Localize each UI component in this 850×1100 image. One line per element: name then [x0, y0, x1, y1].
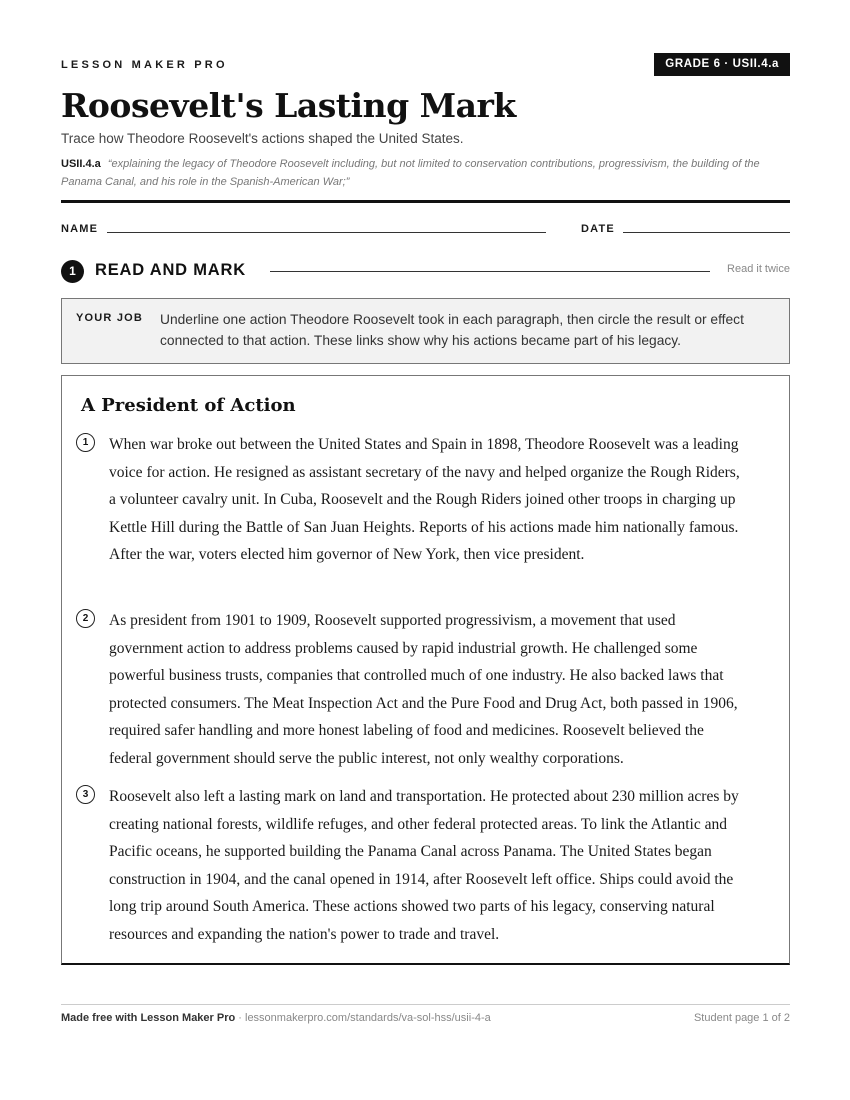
name-label: NAME — [61, 223, 99, 235]
header-divider — [61, 200, 790, 203]
brand-name: LESSON MAKER PRO — [61, 59, 228, 71]
footer-divider — [61, 1004, 790, 1005]
paragraph-text: Roosevelt also left a lasting mark on land and transportation. He protected about 230 million acres by creating national forests, wildlife refuges, and other federal protected areas. To link the Atlantic and Pacific oceans, he supported building the Panama Canal across Panama. The United States began construction in 1904, and the canal opened in 1914, after Roosevelt left office. Ships could avoid the long trip around South America. These actions showed two parts of his legacy, conserving natural resources and expanding the nation's power to trade and travel. — [109, 788, 739, 943]
paragraph-number: 3 — [76, 785, 95, 804]
instructions-box — [61, 298, 790, 364]
section-divider — [270, 271, 710, 272]
passage-title: A President of Action — [81, 395, 296, 416]
footer-credit — [61, 1012, 491, 1024]
standard-code: USII.4.a — [61, 158, 101, 170]
paragraph-text: When war broke out between the United States and Spain in 1898, Theodore Roosevelt was a leading voice for action. He resigned as assistant secretary of the navy and helped organize the Rough Riders, a volunteer cavalry unit. In Cuba, Roosevelt and the Rough Riders joined other troops in charging up Kettle Hill during the Battle of San Juan Heights. Reports of his actions made him nationally famous. After the war, voters elected him governor of New York, then vice president. — [109, 436, 740, 564]
paragraph-number: 1 — [76, 433, 95, 452]
standard-description — [61, 156, 790, 191]
page-title: Roosevelt's Lasting Mark — [61, 86, 516, 125]
grade-badge: GRADE 6 · USII.4.a — [654, 53, 790, 76]
reading-passage — [61, 375, 790, 965]
section-note: Read it twice — [727, 263, 790, 275]
paragraph-number: 2 — [76, 609, 95, 628]
name-field[interactable] — [107, 232, 546, 233]
standard-text: “explaining the legacy of Theodore Roosevelt including, but not limited to conservation contributions, progressivism, the building of the Panama Canal, and his role in the Spanish-American War;” — [61, 158, 760, 188]
page-indicator: Student page 1 of 2 — [693, 1012, 790, 1024]
footer-made-with: Made free with Lesson Maker Pro — [61, 1012, 236, 1024]
paragraph-text: As president from 1901 to 1909, Roosevelt supported progressivism, a movement that used government action to address problems caused by rapid industrial growth. He challenged some powerful business trusts, companies that controlled much of one industry. He also backed laws that protected consumers. The Meat Inspection Act and the Pure Food and Drug Act, both passed in 1906, required safer handling and more honest labeling of food and medicines. Roosevelt believed the federal government should serve the public interest, not only wealthy corporations. — [109, 612, 738, 767]
instructions-text: Underline one action Theodore Roosevelt took in each paragraph, then circle the result or effect connected to that action. These links show why his actions became part of his legacy. — [160, 312, 744, 348]
date-label: DATE — [581, 223, 615, 235]
footer-url[interactable]: · lessonmakerpro.com/standards/va-sol-hss/usii-4-a — [235, 1012, 491, 1024]
date-field[interactable] — [623, 232, 790, 233]
section-title: READ AND MARK — [95, 261, 246, 279]
instructions-label: YOUR JOB — [76, 312, 144, 324]
section-number-badge: 1 — [61, 260, 84, 283]
page-subtitle: Trace how Theodore Roosevelt's actions shaped the United States. — [61, 131, 464, 146]
